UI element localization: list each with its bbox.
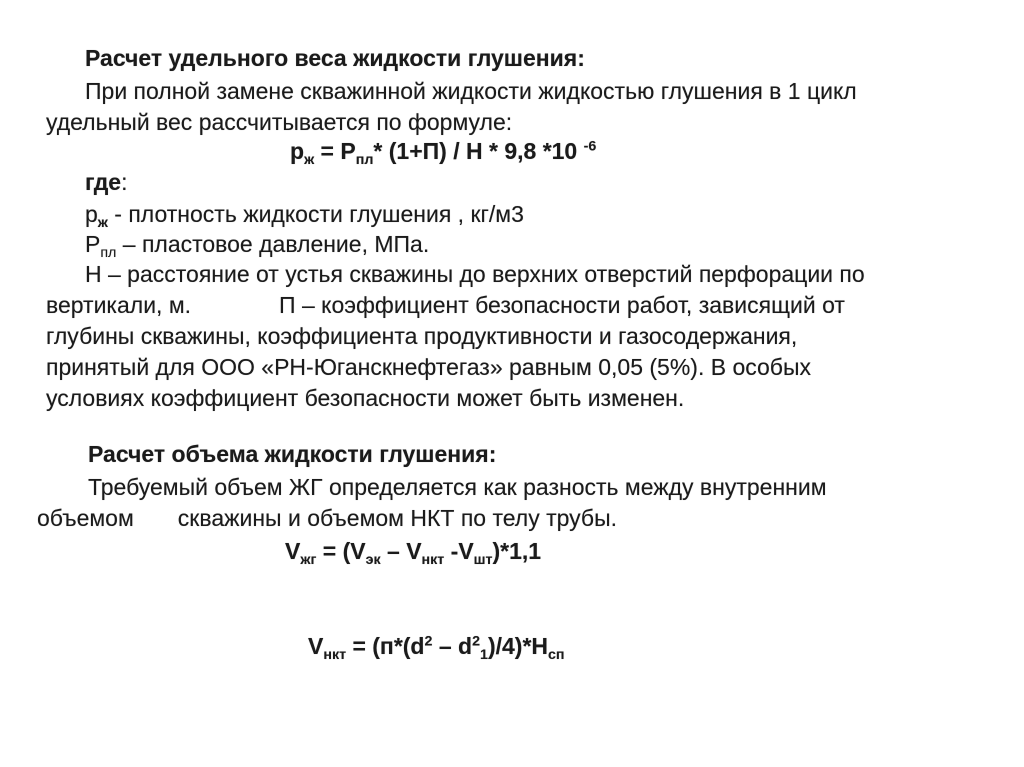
- p-subscript: пл: [355, 151, 374, 168]
- rho-subscript: ж: [304, 151, 315, 168]
- v-nkt-subscript: нкт: [323, 646, 347, 663]
- where-colon: :: [121, 169, 128, 195]
- section2-text-line-2a: объемом: [37, 505, 134, 531]
- def-rho: [85, 200, 524, 231]
- section2-text-line-1: Требуемый объем ЖГ определяется как разность между внутренним: [88, 474, 827, 500]
- def-p-subscript: пл: [100, 244, 117, 261]
- formula1-part4: )*1,1: [492, 538, 542, 564]
- def-rho-text: - плотность жидкости глушения , кг/м3: [107, 201, 524, 227]
- volume-formula: [285, 537, 542, 568]
- def-p-symbol: Р: [85, 231, 101, 257]
- density-formula: [290, 137, 597, 168]
- formula2-part2: – d: [432, 633, 473, 659]
- formula1-part2: – V: [380, 538, 422, 564]
- formula2-sup2: 2: [472, 633, 480, 650]
- formula2-part1: = (п*(d: [346, 633, 425, 659]
- v-nkt-symbol: V: [308, 633, 324, 659]
- formula1-part3: -V: [444, 538, 474, 564]
- formula-equals: = Р: [314, 138, 356, 164]
- rho-symbol: р: [290, 138, 305, 164]
- def-rho-subscript: ж: [97, 214, 108, 231]
- formula1-sub2: эк: [365, 551, 381, 568]
- def-h-line-1: Н – расстояние от устья скважины до верхних отверстий перфорации по: [85, 261, 865, 287]
- section2-text-line-2b: скважины и объемом НКТ по телу трубы.: [177, 505, 617, 531]
- formula2-sup1: 2: [424, 633, 433, 650]
- section2-text-line-2: [37, 504, 617, 532]
- formula1-sub3: нкт: [421, 551, 445, 568]
- formula2-part3: )/4)*Н: [487, 633, 548, 659]
- intro-line-1: При полной замене скважинной жидкости жидкостью глушения в 1 цикл: [85, 78, 857, 104]
- text-line-3: глубины скважины, коэффициента продуктивности и газосодержания,: [46, 323, 798, 349]
- def-p: [85, 230, 430, 261]
- def-p-text: – пластовое давление, МПа.: [116, 231, 430, 257]
- section1-heading: Расчет удельного веса жидкости глушения:: [85, 45, 585, 71]
- formula-exponent: -6: [583, 138, 597, 155]
- nkt-volume-formula: [308, 632, 565, 663]
- v-subscript: жг: [300, 551, 317, 568]
- formula2-sub2: 1: [480, 646, 488, 663]
- def-h-line-2b: П – коэффициент безопасности работ, зависящий от: [279, 292, 845, 318]
- formula2-sub3: сп: [548, 646, 565, 663]
- formula1-part1: = (V: [316, 538, 366, 564]
- def-h-line-2: [46, 291, 845, 319]
- intro-line-2: удельный вес рассчитывается по формуле:: [46, 109, 513, 135]
- section2-heading: Расчет объема жидкости глушения:: [88, 441, 497, 467]
- where-label: где: [85, 169, 122, 195]
- text-line-5: условиях коэффициент безопасности может быть изменен.: [46, 385, 685, 411]
- def-h-line-2a: вертикали, м.: [46, 292, 192, 318]
- text-line-4: принятый для ООО «РН-Юганскнефтегаз» равным 0,05 (5%). В особых: [46, 354, 812, 380]
- formula1-sub4: шт: [473, 551, 493, 568]
- def-rho-symbol: р: [85, 201, 98, 227]
- where-line: [85, 168, 128, 196]
- v-symbol: V: [285, 538, 301, 564]
- formula-rest: * (1+П) / Н * 9,8 *10: [373, 138, 584, 164]
